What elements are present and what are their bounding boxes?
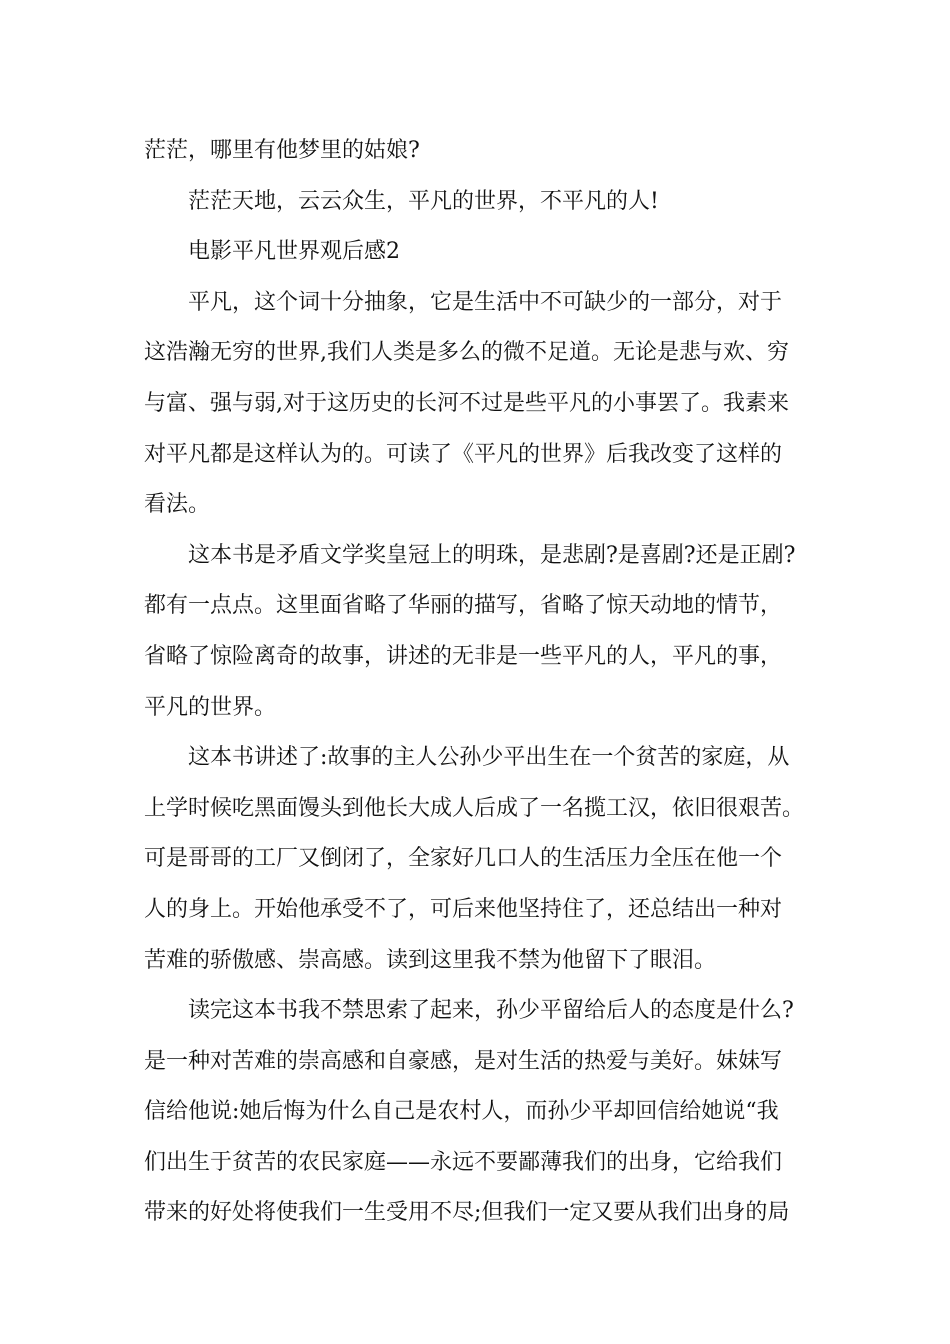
text-line: 信给他说:她后悔为什么自己是农村人，而孙少平却回信给她说“我 xyxy=(144,1099,779,1125)
text-line: 茫茫，哪里有他梦里的姑娘? xyxy=(144,138,420,163)
text-line: 带来的好处将使我们一生受用不尽;但我们一定又要从我们出身的局 xyxy=(144,1200,790,1226)
text-line: 省略了惊险离奇的故事，讲述的无非是一些平凡的人，平凡的事， xyxy=(144,643,783,669)
text-line: 平凡的世界。 xyxy=(144,694,277,720)
text-line: 们出生于贫苦的农民家庭——永远不要鄙薄我们的出身，它给我们 xyxy=(144,1149,783,1175)
text-line: 这本书讲述了:故事的主人公孙少平出生在一个贫苦的家庭，从 xyxy=(188,745,790,771)
text-line: 这浩瀚无穷的世界,我们人类是多么的微不足道。无论是悲与欢、穷 xyxy=(144,340,789,366)
text-line: 上学时候吃黑面馒头到他长大成人后成了一名揽工汉，依旧很艰苦。 xyxy=(144,795,805,821)
section-heading: 电影平凡世界观后感2 xyxy=(188,239,400,265)
text-line: 可是哥哥的工厂又倒闭了，全家好几口人的生活压力全压在他一个 xyxy=(144,846,783,872)
text-line: 人的身上。开始他承受不了，可后来他坚持住了，还总结出一种对 xyxy=(144,896,783,922)
text-line: 茫茫天地，云云众生，平凡的世界，不平凡的人! xyxy=(188,188,659,214)
text-line: 与富、强与弱,对于这历史的长河不过是些平凡的小事罢了。我素来 xyxy=(144,390,789,416)
document-body xyxy=(144,126,814,1239)
text-line: 都有一点点。这里面省略了华丽的描写，省略了惊天动地的情节， xyxy=(144,593,783,619)
text-line: 读完这本书我不禁思索了起来，孙少平留给后人的态度是什么? xyxy=(188,998,794,1024)
text-line: 这本书是矛盾文学奖皇冠上的明珠，是悲剧?是喜剧?还是正剧? xyxy=(188,542,796,568)
text-line: 看法。 xyxy=(144,492,211,518)
text-line: 是一种对苦难的崇高感和自豪感，是对生活的热爱与美好。妹妹写 xyxy=(144,1048,783,1074)
text-line: 苦难的骄傲感、崇高感。读到这里我不禁为他留下了眼泪。 xyxy=(144,947,717,973)
text-line: 平凡，这个词十分抽象，它是生活中不可缺少的一部分，对于 xyxy=(188,289,783,315)
text-line: 对平凡都是这样认为的。可读了《平凡的世界》后我改变了这样的 xyxy=(144,441,783,467)
